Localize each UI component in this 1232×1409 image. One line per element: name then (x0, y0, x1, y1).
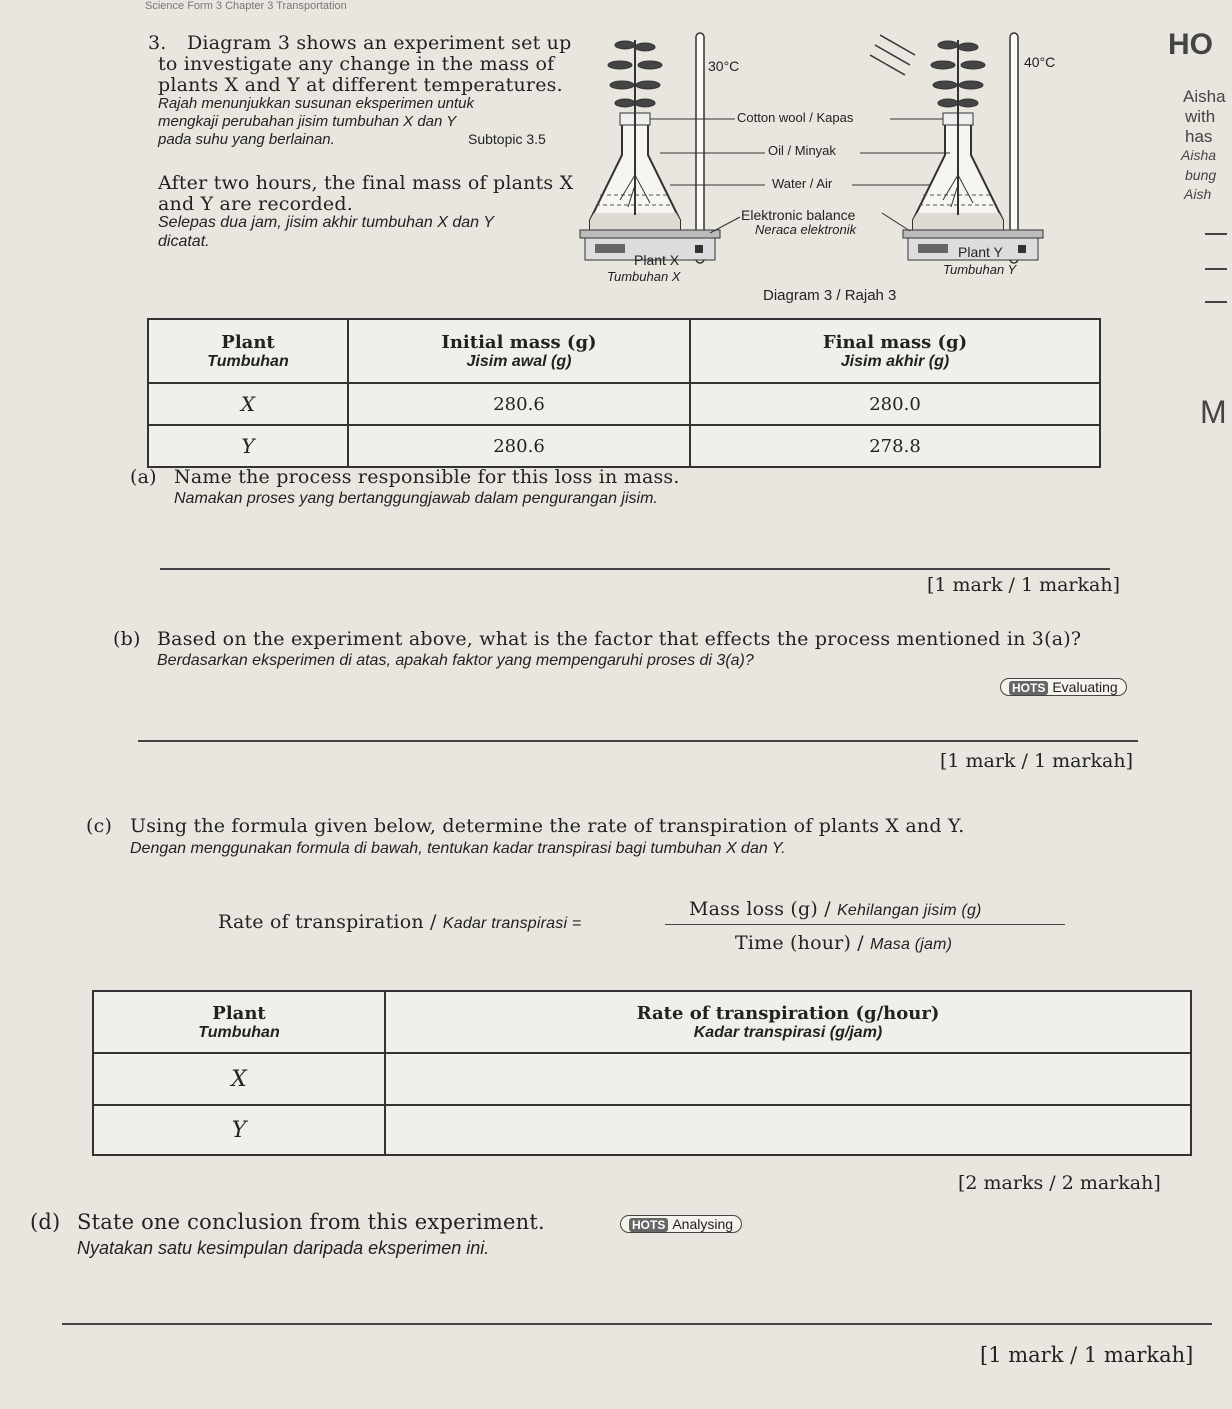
table-row (148, 383, 1100, 425)
label-cotton-wool: Cotton wool / Kapas (737, 110, 854, 125)
qb-answer-line[interactable] (138, 740, 1138, 742)
formula-denominator: Time (hour) / Masa (jam) (735, 932, 953, 954)
qa-text-ms: Namakan proses yang bertanggungjawab dalam pengurangan jisim. (174, 490, 658, 507)
formula-fraction-bar (665, 924, 1065, 925)
table2-cell-plant: X (93, 1053, 385, 1105)
after-ms-2: dicatat. (158, 233, 210, 250)
label-oil: Oil / Minyak (768, 143, 836, 158)
heat-rays-icon (870, 35, 915, 75)
side-line (1205, 233, 1227, 235)
side-line (1205, 301, 1227, 303)
side-hots-logo: HO (1168, 28, 1213, 61)
qd-mark: [1 mark / 1 markah] (980, 1343, 1194, 1367)
intro-ms-1: Rajah menunjukkan susunan eksperimen untuk (158, 95, 475, 112)
qc-text-en: Using the formula given below, determine the rate of transpiration of plants X and Y. (130, 815, 965, 837)
qd-text-en: State one conclusion from this experiment. (77, 1210, 545, 1234)
table1-cell-final: 278.8 (690, 425, 1100, 467)
table1-header-final: Final mass (g) Jisim akhir (g) (690, 319, 1100, 383)
qc-mark: [2 marks / 2 markah] (958, 1172, 1161, 1194)
formula-lhs: Rate of transpiration / Kadar transpirasi = (218, 911, 582, 933)
qd-label: (d) (30, 1210, 61, 1234)
table1-header-initial: Initial mass (g) Jisim awal (g) (348, 319, 690, 383)
side-text-6: Aish (1184, 186, 1212, 202)
label-water: Water / Air (772, 176, 833, 191)
side-line (1205, 268, 1227, 270)
table2-cell-plant: Y (93, 1105, 385, 1155)
qb-mark: [1 mark / 1 markah] (940, 750, 1134, 772)
table2-answer-cell[interactable] (385, 1105, 1191, 1155)
label-plant-x: Plant X (634, 252, 680, 268)
side-text-5: bung (1185, 167, 1217, 183)
qc-label: (c) (86, 815, 113, 837)
intro-en-2: to investigate any change in the mass of (158, 53, 555, 75)
qb-label: (b) (113, 628, 141, 650)
table1-cell-final: 280.0 (690, 383, 1100, 425)
intro-ms-2: mengkaji perubahan jisim tumbuhan X dan Y (158, 113, 457, 130)
intro-ms-3: pada suhu yang berlainan. (158, 131, 335, 148)
table1-cell-plant: X (148, 383, 348, 425)
qa-label: (a) (130, 466, 157, 488)
table1-cell-initial: 280.6 (348, 425, 690, 467)
table1-header-plant: Plant Tumbuhan (148, 319, 348, 383)
qb-text-ms: Berdasarkan eksperimen di atas, apakah faktor yang mempengaruhi proses di 3(a)? (157, 652, 754, 669)
diagram-caption: Diagram 3 / Rajah 3 (763, 287, 897, 304)
table2-header-plant: Plant Tumbuhan (93, 991, 385, 1053)
after-en-2: and Y are recorded. (158, 193, 353, 215)
table-row (148, 425, 1100, 467)
after-en-1: After two hours, the final mass of plants X (158, 172, 574, 194)
after-ms-1: Selepas dua jam, jisim akhir tumbuhan X dan Y (158, 214, 494, 231)
table1-cell-plant: Y (148, 425, 348, 467)
label-plant-y-ms: Tumbuhan Y (943, 262, 1017, 277)
intro-en-3: plants X and Y at different temperatures. (158, 74, 563, 96)
qa-text-en: Name the process responsible for this loss in mass. (174, 466, 680, 488)
mass-table (147, 318, 1101, 468)
page-header: Science Form 3 Chapter 3 Transportation (145, 0, 347, 12)
intro-en-1: Diagram 3 shows an experiment set up (187, 32, 572, 54)
table1-cell-initial: 280.6 (348, 383, 690, 425)
formula-numerator: Mass loss (g) / Kehilangan jisim (g) (689, 898, 982, 920)
qb-hots-badge: HOTS Evaluating (1000, 677, 1127, 696)
side-text-1: Aisha (1183, 87, 1226, 106)
qd-text-ms: Nyatakan satu kesimpulan daripada eksperimen ini. (77, 1238, 490, 1258)
table-row (93, 1105, 1191, 1155)
qa-mark: [1 mark / 1 markah] (927, 574, 1121, 596)
label-balance: Elektronic balance (741, 207, 856, 223)
label-balance-ms: Neraca elektronik (755, 222, 857, 237)
thermometer-x-icon (696, 33, 704, 263)
qd-hots-badge: HOTS Analysing (620, 1214, 742, 1233)
rate-table (92, 990, 1192, 1156)
qb-text-en: Based on the experiment above, what is the factor that effects the process mentioned in 3(a)? (157, 628, 1082, 650)
table-row (93, 1053, 1191, 1105)
side-text-m: M (1200, 394, 1227, 430)
subtopic-label: Subtopic 3.5 (468, 131, 546, 147)
table2-answer-cell[interactable] (385, 1053, 1191, 1105)
temperature-y: 40°C (1024, 54, 1056, 70)
table2-header-rate: Rate of transpiration (g/hour) Kadar transpirasi (g/jam) (385, 991, 1191, 1053)
qc-text-ms: Dengan menggunakan formula di bawah, tentukan kadar transpirasi bagi tumbuhan X dan Y. (130, 840, 786, 857)
temperature-x: 30°C (708, 58, 740, 74)
side-text-3: has (1185, 127, 1213, 146)
question-number: 3. (148, 32, 167, 54)
qa-answer-line[interactable] (160, 568, 1110, 570)
label-plant-x-ms: Tumbuhan X (607, 269, 681, 284)
side-text-2: with (1185, 107, 1216, 126)
qd-answer-line[interactable] (62, 1323, 1212, 1325)
side-text-4: Aisha (1181, 147, 1217, 163)
label-plant-y: Plant Y (958, 244, 1003, 260)
thermometer-y-icon (1010, 33, 1018, 263)
